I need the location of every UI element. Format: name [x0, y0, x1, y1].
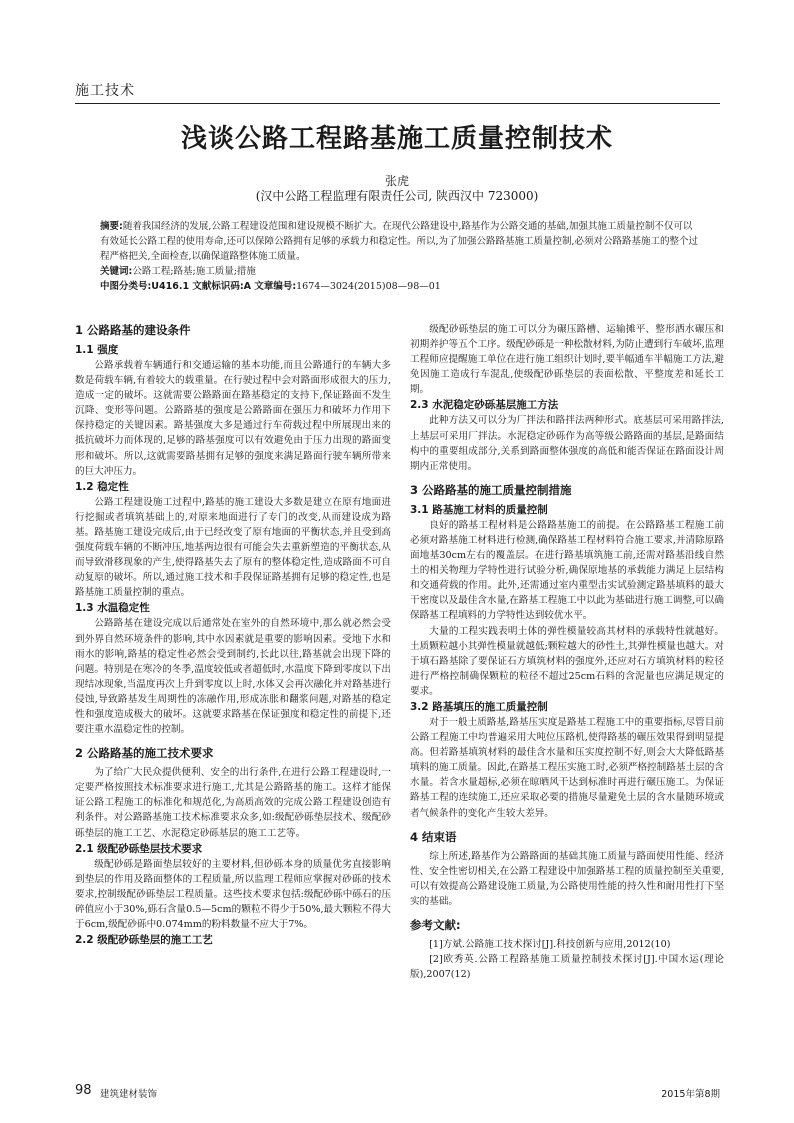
- section-1-heading: 1 公路路基的建设条件: [75, 323, 191, 337]
- affiliation: (汉中公路工程监理有限责任公司, 陕西汉中 723000): [255, 189, 539, 203]
- left-column: [75, 322, 391, 948]
- section-2-3-text: 此种方法又可以分为厂拌法和路拌法两种形式。底基层可采用路拌法,上基层可采用厂拌法。水泥稳定砂砾作为高等级公路路面的基层,是路面结构中的重要组成部分,关系到路面整体强度的高低和能否保证在路面设计周期内正常使用。: [410, 415, 724, 472]
- section-1-2-text: 公路工程建设施工过程中,路基的施工建设大多数是建立在原有地面进行挖掘或者填筑基础上的,对原来地面进行了专门的改变,从而建设成为路基。路基施工建设完成后,由于已经改变了原有地面的平衡状态,并且受到高强度荷载车辆的不断冲压,地基两边很有可能会失去重新塑造的平衡状态,从而导致滑移现象的产生,使得路基失去了原有的整体稳定性,造成路面不可自动复原的破坏。所以,通过施工技术和手段保证路基拥有足够的稳定性,也是路基施工质量控制的重点。: [75, 496, 391, 599]
- abstract-label: 摘要:: [100, 221, 123, 232]
- keywords-text: 公路工程;路基;施工质量;措施: [132, 266, 256, 277]
- section-3-heading: 3 公路路基的施工质量控制措施: [410, 482, 572, 497]
- classification: [100, 279, 700, 294]
- section-2-2-heading: 2.2 级配砂砾垫层的施工工艺: [75, 934, 213, 947]
- keywords: [100, 264, 700, 279]
- section-4-text: 综上所述,路基作为公路路面的基础其施工质量与路面使用性能、经济性、安全性密切相关,在公路工程建设中加强路基工程的质量控制至关重要,可以有效提高公路建设施工质量,为公路使用性能的持久性和耐用性打下坚实的基础。: [410, 850, 724, 907]
- section-2-2-text: 级配砂砾垫层的施工可以分为碾压路槽、运输摊平、整形洒水碾压和初期养护等五个工序。级配砂砾是一种松散材料,为防止遭到行车破坏,监理工程师应提醒施工单位在进行施工组织计划时,要半幅通车半幅施工方法,避免因施工造成行车混乱,使级配砂砾垫层的表面松散、平整度差和延长工期。: [410, 324, 724, 396]
- right-column: [410, 322, 724, 982]
- journal-name: 建筑建材装饰: [100, 1089, 158, 1100]
- abstract-block: [100, 219, 700, 294]
- section-2-1-text: 级配砂砾是路面垫层较好的主要材料,但砂砾本身的质量优劣直接影响到垫层的作用及路面整体的工程质量,所以监理工程师应掌握对砂砾的技术要求,控制级配砂砾垫层工程质量。这些技术要求包括:级配砂砾中砾石的压碎值应小于30%,砾石含量0.5—5cm的颗粒不得少于50%,最大颗粒不得大于6cm,级配砂砾中0.074mm的粉料数量不应大于7%。: [75, 858, 391, 930]
- article-number: 1674—3024(2015)08—98—01: [296, 281, 441, 292]
- section-2-1-heading: 2.1 级配砂砾垫层技术要求: [75, 842, 203, 855]
- section-1-1-heading: 1.1 强度: [75, 344, 119, 356]
- abstract-text: 随着我国经济的发展,公路工程建设范围和建设规模不断扩大。在现代公路建设中,路基作为公路交通的基础,加强其施工质量控制不仅可以有效延长公路工程的使用寿命,还可以保障公路拥有足够的承载力和稳定性。所以,为了加强公路路基施工质量控制,必须对公路路基施工的整个过程严格把关,全面检查,以确保道路整体施工质量。: [100, 221, 699, 262]
- issue-label: 2015年第8期: [661, 1089, 720, 1100]
- abstract: [100, 219, 700, 264]
- section-1-1-text: 公路承载着车辆通行和交通运输的基本功能,而且公路通行的车辆大多数是荷载车辆,有着较大的载重量。在行驶过程中会对路面形成很大的压力,造成一定的破坏。这就需要公路路面在路基稳定的支持下,保证路面不发生沉降、变形等问题。公路路基的强度是公路路面在强压力和破坏力作用下保持稳定的关键因素。路基强度大多是通过行车荷载过程中所展现出来的抵抗破坏力而体现的,足够的路基强度可以有效避免由于压力出现的路面变形和破坏。所以,这就需要路基拥有足够的强度来满足路面行驶车辆所带来的巨大冲压力。: [75, 360, 391, 477]
- section-3-1-heading: 3.1 路基施工材料的质量控制: [410, 503, 548, 516]
- references-heading: 参考文献:: [410, 918, 461, 932]
- header-rule: [75, 103, 720, 104]
- section-3-1-text-a: 良好的路基工程材料是公路路基施工的前提。在公路路基工程施工前必须对路基施工材料进行检测,确保路基工程材料符合施工要求,并清除原路面地基30cm左右的覆盖层。在进行路基填筑施工前,还需对路基沿线自然土的相关物理力学特性进行试验分析,确保原地基的承载能力满足上层结构和交通荷载的作用。此外,还需通过室内重型击实试验测定路基填料的最大干密度以及最佳含水量,在路基工程施工中以此为基础进行施工调整,可以确保路基工程填料的力学特性达到较优水平。: [410, 519, 724, 622]
- reference-item: [2]欧秀英.公路工程路基施工质量控制技术探讨[J].中国水运(理论版),2007(12): [410, 954, 724, 981]
- section-1-2-heading: 1.2 稳定性: [75, 480, 129, 493]
- section-3-1-text-b: 大量的工程实践表明土体的弹性模量较高其材料的承载特性就越好。土质颗粒越小其弹性模量就越低;颗粒越大的砂性土,其弹性模量也越大。对于填石路基除了要保证石方填筑材料的强度外,还应对石方填筑材料的粒径进行严格控制确保颗粒的粒径不超过25cm石料的含泥量也应满足规定的要求。: [410, 625, 724, 697]
- section-3-2-text: 对于一般土质路基,路基压实度是路基工程施工中的重要指标,尽管目前公路工程施工中均普遍采用大吨位压路机,使得路基的碾压效果得到明显提高。但若路基填筑材料的最佳含水量和压实度控制不好,则会大大降低路基填料的施工质量。因此,在路基工程压实施工时,必须严格控制路基土层的含水量。若含水量超标,必须在晾晒风干达到标准时再进行碾压施工。为保证路基工程的连续施工,还应采取必要的措施尽量避免土层的含水量随环境或者气候条件的变化产生较大差异。: [410, 716, 724, 819]
- section-2-3-heading: 2.3 水泥稳定砂砾基层施工方法: [410, 399, 559, 412]
- section-2-heading: 2 公路路基的施工技术要求: [75, 746, 214, 761]
- classification-label: 中图分类号:U416.1 文献标识码:A 文章编号:: [100, 281, 297, 292]
- reference-item: [1]方斌.公路施工技术探讨[J].科技创新与应用,2012(10): [429, 939, 671, 950]
- section-label: 施工技术: [75, 83, 135, 99]
- section-2-intro: 为了给广大民众提供便利、安全的出行条件,在进行公路工程建设时,一定要严格按照技术标准要求进行施工,尤其是公路路基的施工。这样才能保证公路工程施工的标准化和规范化,为高质高效的完成公路工程建设创造有利条件。对公路路基施工技术标准要求众多,如:级配砂砾垫层技术、级配砂砾垫层的施工工艺、水泥稳定砂砾基层的施工工艺等。: [75, 767, 391, 839]
- keywords-label: 关键词:: [100, 266, 133, 277]
- section-3-2-heading: 3.2 路基填压的施工质量控制: [410, 700, 548, 713]
- page-number: 98: [75, 1083, 92, 1098]
- author: 张虎: [384, 174, 409, 188]
- paper-title: 浅谈公路工程路基施工质量控制技术: [180, 124, 613, 154]
- section-4-heading: 4 结束语: [410, 829, 457, 844]
- section-1-3-text: 公路路基在建设完成以后通常处在室外的自然环境中,那么就必然会受到外界自然环境条件的影响,其中水因素就是重要的影响因素。受地下水和雨水的影响,路基的稳定性必然会受到制约,长此以往,路基就会出现下降的问题。特别是在寒冷的冬季,温度较低或者超低时,水温度下降到零度以下出现结冰现象,当温度再次上升到零度以上时,水体又会再次融化并对路基进行侵蚀,导致路基发生周期性的冻融作用,形成冻胀和翻浆问题,对路基的稳定性和强度造成极大的破坏。这就要求路基在保证强度和稳定性的前提下,还要注重水温稳定性的控制。: [75, 618, 391, 736]
- section-1-3-heading: 1.3 水温稳定性: [75, 602, 150, 615]
